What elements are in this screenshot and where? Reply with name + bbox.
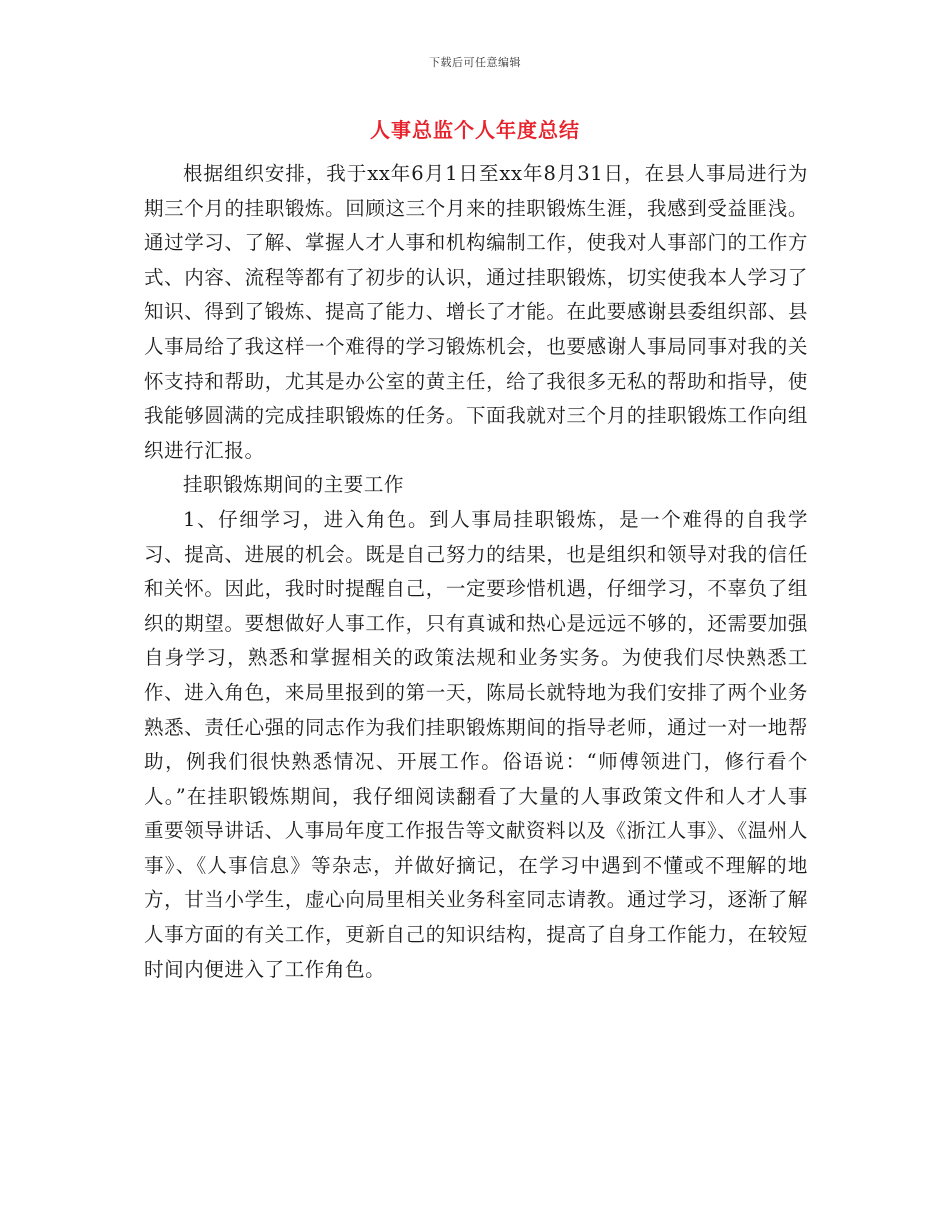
document-title: 人事总监个人年度总结 (370, 118, 580, 142)
paragraph-intro: 根据组织安排，我于xx年6月1日至xx年8月31日，在县人事局进行为期三个月的挂职锻炼。回顾这三个月来的挂职锻炼生涯，我感到受益匪浅。通过学习、了解、掌握人才人事和机构编制工作，使我对人事部门的工作方式、内容、流程等都有了初步的认识，通过挂职锻炼，切实使我本人学习了知识、得到了锻炼、提高了能力、增长了才能。在此要感谢县委组织部、县人事局给了我这样一个难得的学习锻炼机会，也要感谢人事局同事对我的关怀支持和帮助，尤其是办公室的黄主任，给了我很多无私的帮助和指导，使我能够圆满的完成挂职锻炼的任务。下面我就对三个月的挂职锻炼工作向组织进行汇报。 (144, 162, 808, 462)
header-note: 下载后可任意编辑 (429, 56, 521, 69)
paragraph-section-heading: 挂职锻炼期间的主要工作 (183, 473, 405, 497)
document-body (144, 157, 808, 987)
paragraph-study: 1、仔细学习，进入角色。到人事局挂职锻炼，是一个难得的自我学习、提高、进展的机会。既是自己努力的结果，也是组织和领导对我的信任和关怀。因此，我时时提醒自己，一定要珍惜机遇，仔细学习，不辜负了组织的期望。要想做好人事工作，只有真诚和热心是远远不够的，还需要加强自身学习，熟悉和掌握相关的政策法规和业务实务。为使我们尽快熟悉工作、进入角色，来局里报到的第一天，陈局长就特地为我们安排了两个业务熟悉、责任心强的同志作为我们挂职锻炼期间的指导老师，通过一对一地帮助，例我们很快熟悉情况、开展工作。俗语说：“师傅领进门，修行看个人。”在挂职锻炼期间，我仔细阅读翻看了大量的人事政策文件和人才人事重要领导讲话、人事局年度工作报告等文献资料以及《浙江人事》、《温州人事》、《人事信息》等杂志，并做好摘记，在学习中遇到不懂或不理解的地方，甘当小学生，虚心向局里相关业务科室同志请教。通过学习，逐渐了解人事方面的有关工作，更新自己的知识结构，提高了自身工作能力，在较短时间内便进入了工作角色。 (144, 507, 808, 981)
